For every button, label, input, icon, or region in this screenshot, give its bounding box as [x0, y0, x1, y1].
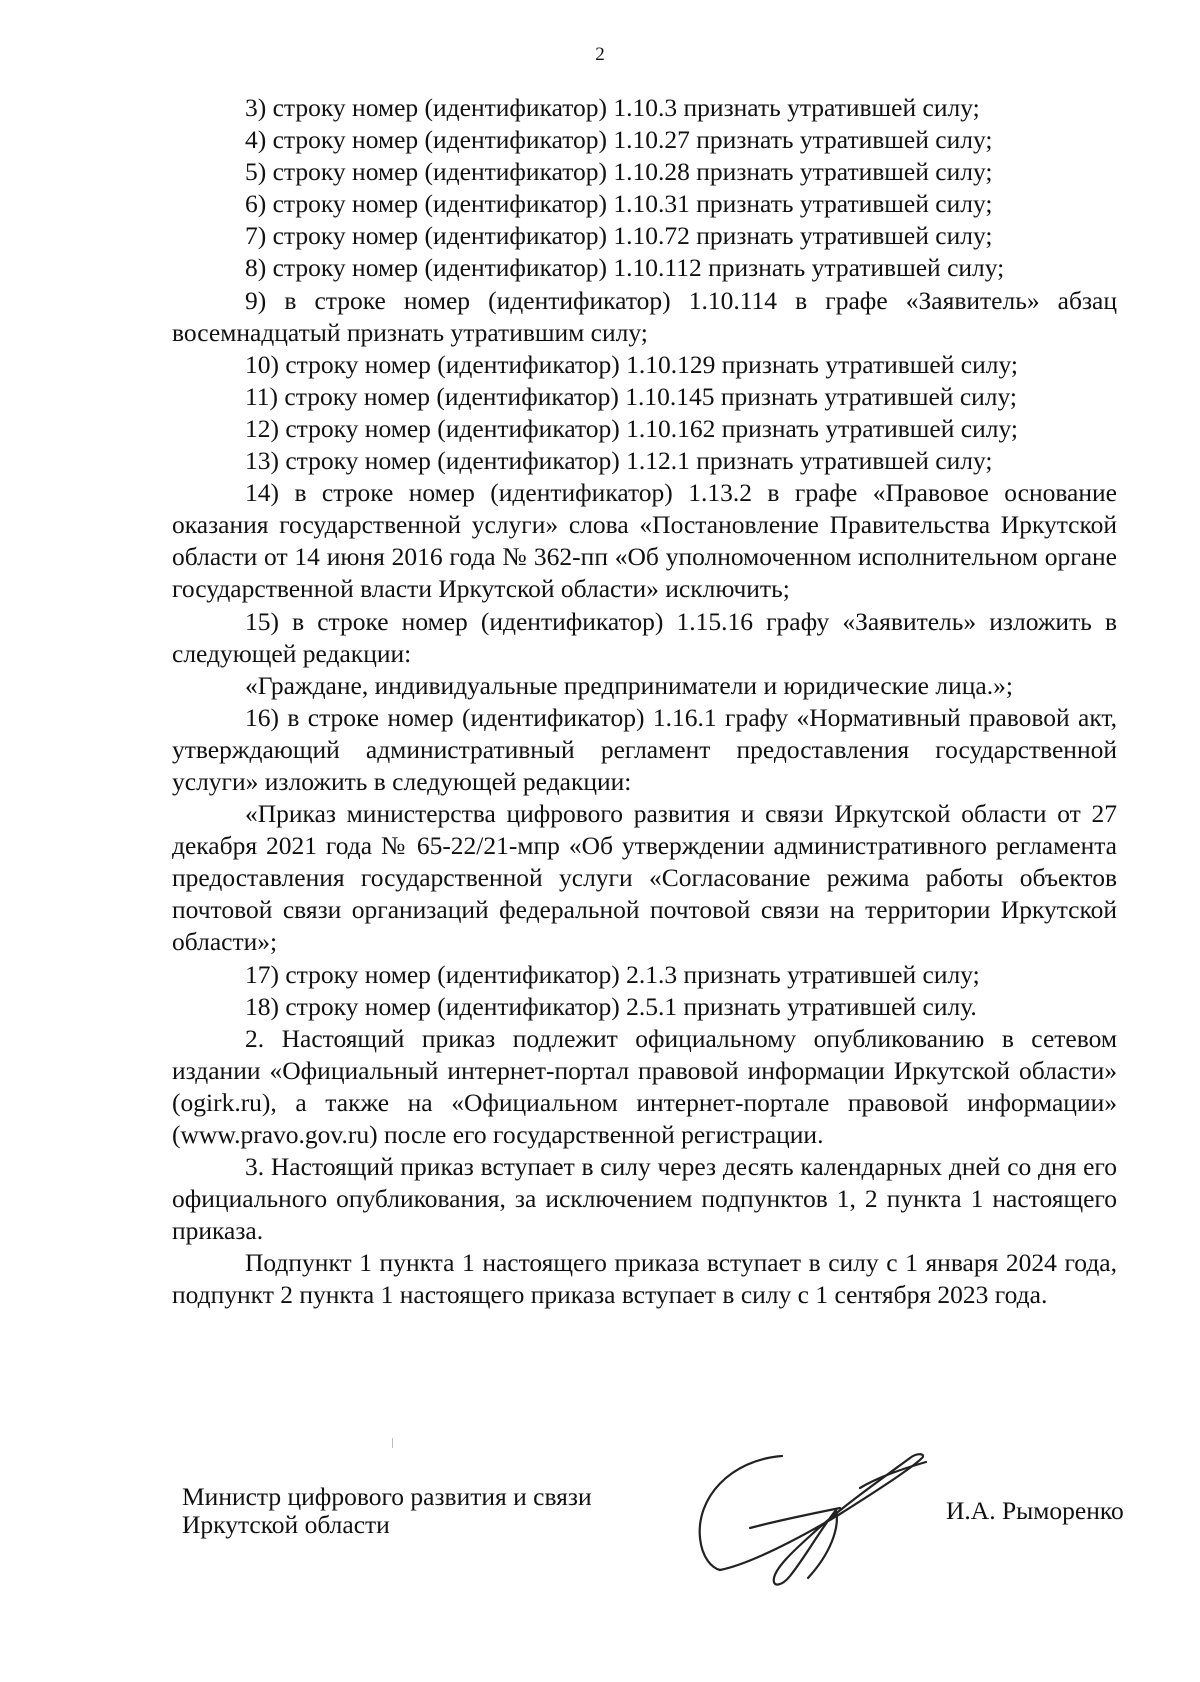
signer-title [182, 1483, 592, 1539]
paragraph-item-17: 17) строку номер (идентификатор) 2.1.3 признать утратившей силу; [245, 959, 980, 989]
handwritten-signature [690, 1428, 950, 1598]
document-body [172, 92, 1117, 1312]
subclause-effective-dates: Подпункт 1 пункта 1 настоящего приказа вступает в силу с 1 января 2024 года, подпункт 2 пункта 1 настоящего приказа вступает в силу с 1 сентября 2023 года. [172, 1248, 1117, 1310]
quoted-order-text: «Приказ министерства цифрового развития и связи Иркутской области от 27 декабря 2021 года № 65-22/21-мпр «Об утверждении административного регламента предоставления государственной услуги «Согласование режима работы объектов почтовой связи организаций федеральной почтовой связи на территории Иркутской области»; [172, 799, 1117, 957]
scan-mark [392, 1438, 393, 1448]
paragraph-item-14: 14) в строке номер (идентификатор) 1.13.2 в графе «Правовое основание оказания государственной услуги» слова «Постановление Правительства Иркутской области от 14 июня 2016 года № 362-пп «Об уполномоченном исполнительном органе государственной власти Иркутской области» исключить; [172, 478, 1117, 604]
paragraph-item-10: 10) строку номер (идентификатор) 1.10.129 признать утратившей силу; [245, 349, 1018, 379]
clause-3-effective-date: 3. Настоящий приказ вступает в силу через десять календарных дней со дня его официального опубликования, за исключением подпунктов 1, 2 пункта 1 настоящего приказа. [172, 1152, 1117, 1246]
paragraph-item-16: 16) в строке номер (идентификатор) 1.16.1 графу «Нормативный правовой акт, утверждающий административный регламент предоставления государственной услуги» изложить в следующей редакции: [172, 702, 1117, 796]
paragraph-item-5: 5) строку номер (идентификатор) 1.10.28 признать утратившей силу; [245, 157, 993, 187]
paragraph-item-15: 15) в строке номер (идентификатор) 1.15.16 графу «Заявитель» изложить в следующей редакции: [172, 606, 1117, 668]
paragraph-item-8: 8) строку номер (идентификатор) 1.10.112 признать утратившей силу; [245, 253, 1005, 283]
quoted-applicant-text: «Граждане, индивидуальные предприниматели и юридические лица.»; [245, 670, 1013, 700]
signature-block [0, 1483, 1200, 1613]
page-number: 2 [595, 44, 605, 65]
paragraph-item-13: 13) строку номер (идентификатор) 1.12.1 признать утратившей силу; [245, 446, 993, 476]
paragraph-item-11: 11) строку номер (идентификатор) 1.10.145 признать утратившей силу; [245, 381, 1018, 411]
clause-2-publication: 2. Настоящий приказ подлежит официальному опубликованию в сетевом издании «Официальный интернет-портал правовой информации Иркутской области» (ogirk.ru), а также на «Официальном интернет-портале правовой информации» (www.pravo.gov.ru) после его государственной регистрации. [172, 1023, 1117, 1149]
paragraph-item-6: 6) строку номер (идентификатор) 1.10.31 признать утратившей силу; [245, 189, 993, 219]
signer-title-line2: Иркутской области [182, 1510, 390, 1539]
paragraph-item-18: 18) строку номер (идентификатор) 2.5.1 признать утратившей силу. [245, 991, 977, 1021]
paragraph-item-9: 9) в строке номер (идентификатор) 1.10.114 в графе «Заявитель» абзац восемнадцатый признать утратившим силу; [172, 285, 1117, 347]
paragraph-item-12: 12) строку номер (идентификатор) 1.10.162 признать утратившей силу; [245, 413, 1018, 443]
signer-title-line1: Министр цифрового развития и связи [182, 1482, 592, 1511]
signer-name: И.А. Рыморенко [946, 1496, 1124, 1525]
paragraph-item-4: 4) строку номер (идентификатор) 1.10.27 признать утратившей силу; [245, 125, 993, 155]
paragraph-item-7: 7) строку номер (идентификатор) 1.10.72 признать утратившей силу; [245, 221, 993, 251]
paragraph-item-3: 3) строку номер (идентификатор) 1.10.3 признать утратившей силу; [245, 93, 980, 122]
